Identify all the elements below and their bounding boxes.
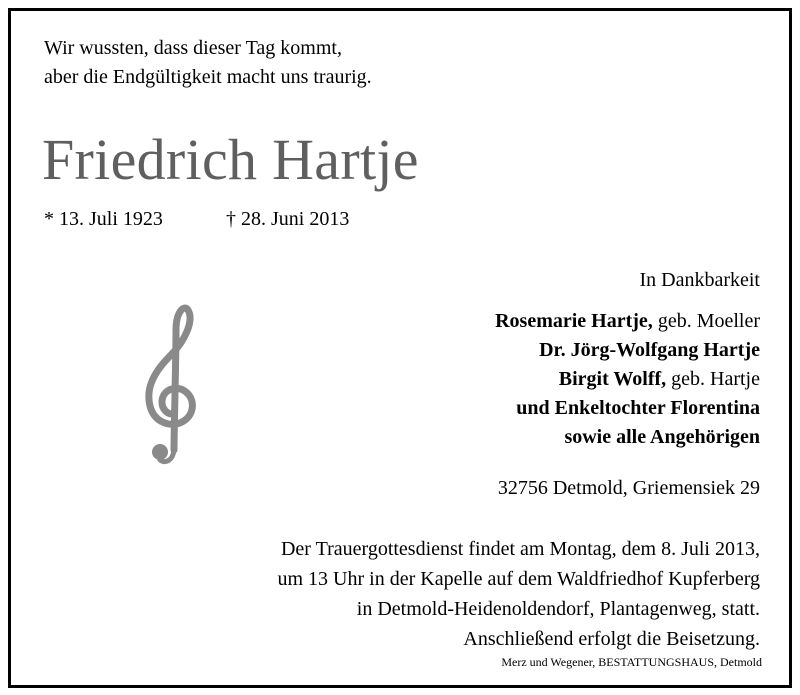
service-line-4: Anschließend erfolgt die Beisetzung. xyxy=(463,628,760,650)
family-member-2: Dr. Jörg-Wolfgang Hartje xyxy=(539,339,760,361)
intro-line-2: aber die Endgültigkeit macht uns traurig. xyxy=(44,66,372,88)
family-member-4: und Enkeltochter Florentina xyxy=(516,397,760,419)
treble-clef-icon xyxy=(140,300,204,466)
family-member-1: Rosemarie Hartje, geb. Moeller xyxy=(495,310,760,332)
service-line-1: Der Trauergottesdienst findet am Montag, dem 8. Juli 2013, xyxy=(280,538,760,560)
funeral-home-credit: Merz und Wegener, BESTATTUNGSHAUS, Detmold xyxy=(501,655,762,669)
intro-line-1: Wir wussten, dass dieser Tag kommt, xyxy=(44,37,342,59)
death-date: † 28. Juni 2013 xyxy=(226,208,350,230)
thanks-line: In Dankbarkeit xyxy=(639,269,760,291)
birth-date: * 13. Juli 1923 xyxy=(44,208,163,230)
deceased-name: Friedrich Hartje xyxy=(42,127,419,192)
service-info xyxy=(278,534,761,654)
address: 32756 Detmold, Griemensiek 29 xyxy=(497,477,760,499)
family-member-3: Birgit Wolff, geb. Hartje xyxy=(558,368,760,390)
service-line-3: in Detmold-Heidenoldendorf, Plantagenweg, statt. xyxy=(356,598,760,620)
intro-quote xyxy=(44,34,372,92)
family-member-5: sowie alle Angehörigen xyxy=(564,426,760,448)
family-list xyxy=(495,307,760,452)
service-line-2: um 13 Uhr in der Kapelle auf dem Waldfriedhof Kupferberg xyxy=(277,568,760,590)
